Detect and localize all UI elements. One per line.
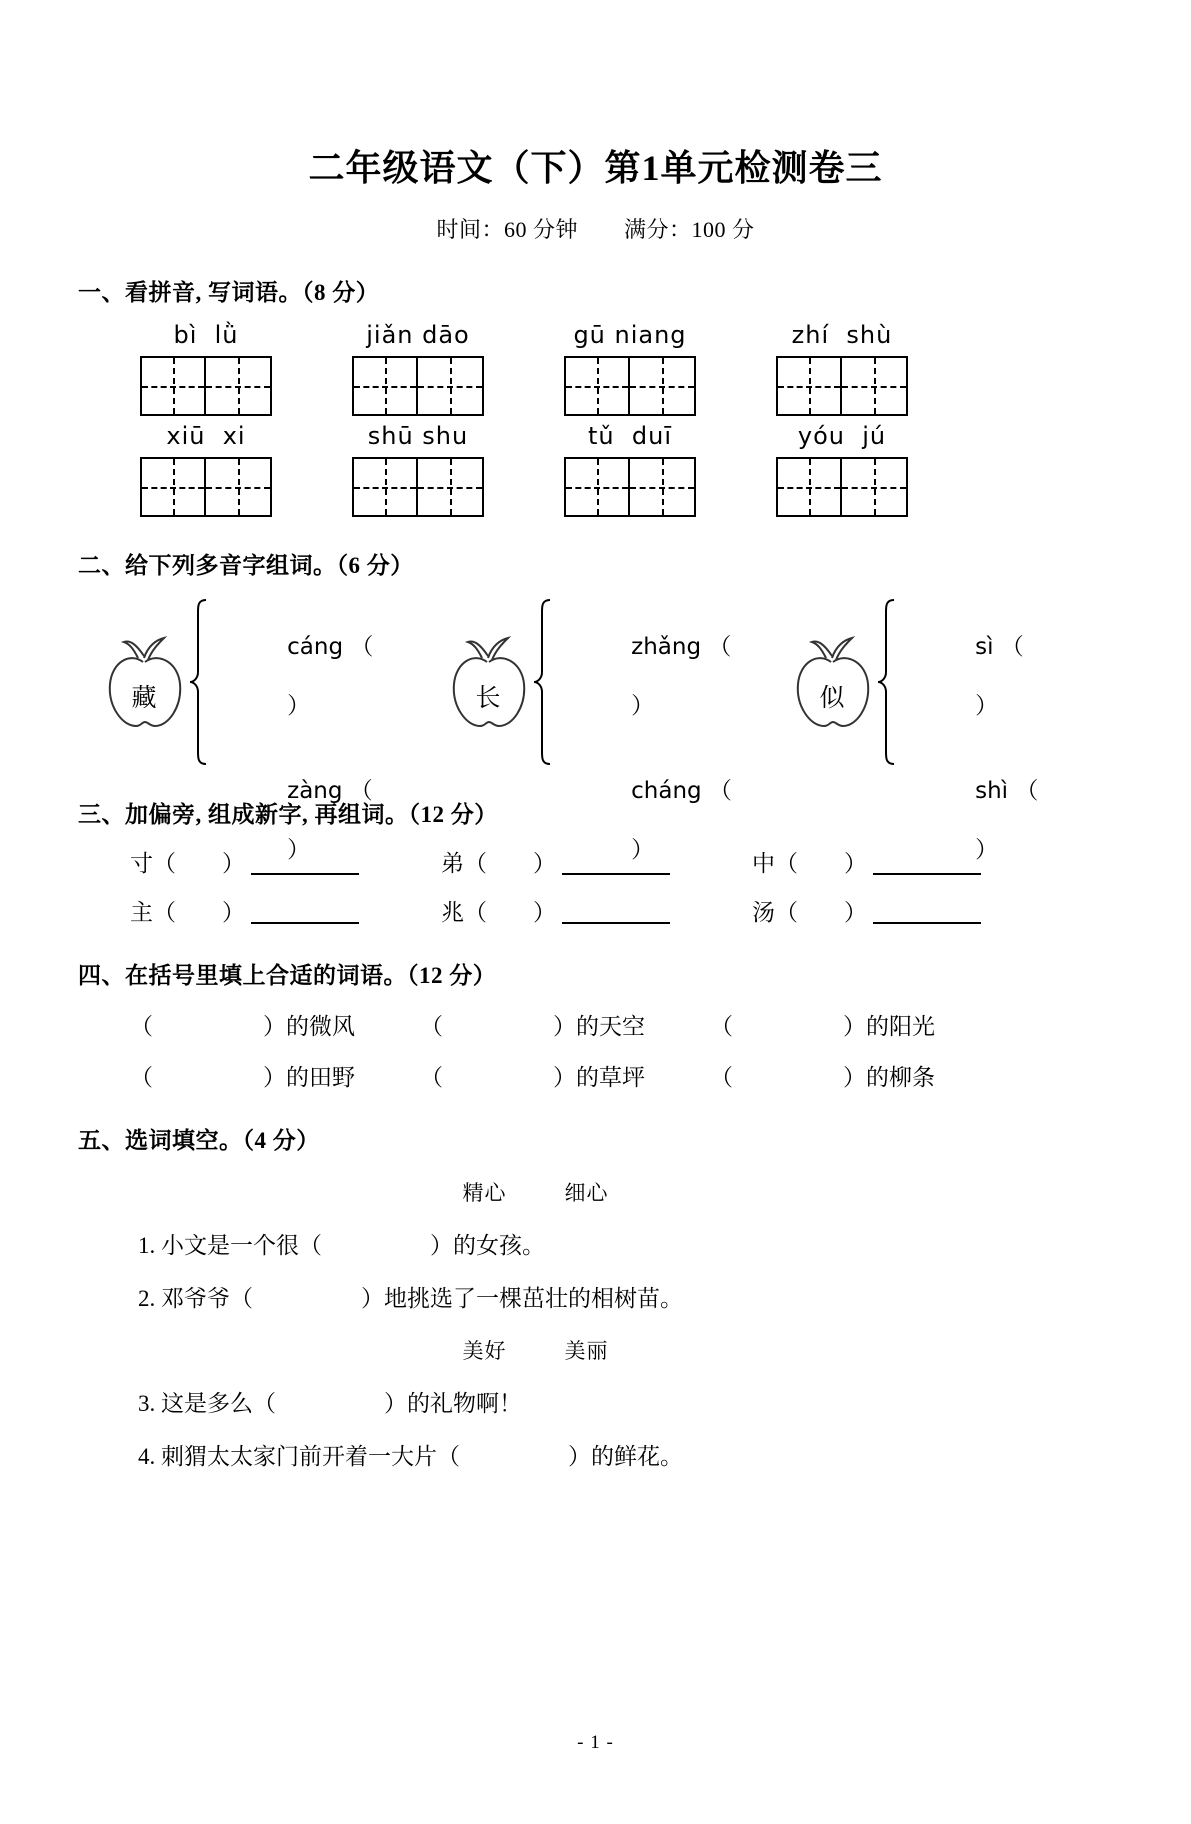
polyphone-readings (898, 598, 1079, 863)
close-paren: ） (975, 837, 999, 863)
polyphone-reading-top (558, 602, 732, 746)
collocation-noun: ）的天空 (553, 1014, 645, 1039)
apple-icon (96, 622, 192, 742)
sentence-prefix: 1. 小文是一个很（ (138, 1233, 322, 1258)
tianzige-grid[interactable] (564, 457, 696, 517)
radical-item (752, 894, 1063, 927)
sentence-prefix: 3. 这是多么（ (138, 1391, 276, 1416)
collocation-noun: ）的微风 (263, 1014, 355, 1039)
polyphone-readings (554, 598, 732, 863)
sentence-prefix: 4. 刺猬太太家门前开着一大片（ (138, 1444, 460, 1469)
polyphone-reading-top (214, 602, 379, 746)
polyphone-character: 藏 (131, 685, 157, 712)
tianzige-cell[interactable] (418, 358, 482, 414)
exam-page (0, 140, 1191, 1824)
exam-meta (0, 213, 1191, 244)
word-bank-option: 美好 (462, 1339, 507, 1363)
pinyin-item (100, 321, 312, 416)
sentence-item (0, 1385, 1191, 1418)
section-five-heading: 五、选词填空。（4 分） (78, 1128, 320, 1153)
close-paren: ） (287, 693, 311, 719)
pinyin-item (100, 422, 312, 517)
pinyin-label: tǔ duī (588, 422, 672, 450)
time-limit: 时间：60 分钟 (436, 217, 578, 242)
collocation-item (130, 1059, 420, 1092)
close-paren: ） (631, 693, 655, 719)
polyphone-character: 长 (475, 685, 501, 712)
sentence-item (0, 1438, 1191, 1471)
radical-prompt[interactable]: 汤（ ） (752, 900, 867, 925)
tianzige-cell[interactable] (842, 459, 906, 515)
collocation-noun: ）的阳光 (843, 1014, 935, 1039)
word-bank-one (0, 1177, 1191, 1207)
word-bank-option: 细心 (564, 1181, 609, 1205)
radical-item (130, 894, 441, 927)
tianzige-cell[interactable] (142, 358, 206, 414)
pinyin-label: jiǎn dāo (366, 321, 470, 349)
reading-pinyin: zhǎng （ (631, 634, 732, 660)
collocation-item (130, 1008, 420, 1041)
page-footer: - 1 - (577, 1732, 614, 1753)
open-paren: （ (420, 1014, 443, 1039)
reading-pinyin: shì （ (975, 778, 1039, 804)
tianzige-cell[interactable] (354, 459, 418, 515)
collocation-item (710, 1008, 1000, 1041)
sentence-item (0, 1227, 1191, 1260)
tianzige-grid[interactable] (776, 356, 908, 416)
brace-icon (188, 598, 210, 766)
radical-prompt[interactable]: 兆（ ） (441, 900, 556, 925)
collocation-noun: ）的田野 (263, 1065, 355, 1090)
pinyin-row (0, 422, 1191, 517)
pinyin-item (524, 422, 736, 517)
radical-prompt[interactable]: 寸（ ） (130, 851, 245, 876)
pinyin-item (736, 422, 948, 517)
radical-item (441, 894, 752, 927)
pinyin-label: zhí shù (791, 321, 893, 349)
apple-icon (784, 622, 880, 742)
collocation-row (0, 1008, 1191, 1041)
tianzige-cell[interactable] (206, 459, 270, 515)
section-one-heading: 一、看拼音, 写词语。（8 分） (78, 280, 380, 305)
word-blank-line[interactable] (251, 922, 359, 924)
tianzige-cell[interactable] (778, 358, 842, 414)
section-three-heading: 三、加偏旁, 组成新字, 再组词。（12 分） (78, 802, 498, 827)
radical-row (0, 894, 1191, 927)
tianzige-grid[interactable] (352, 356, 484, 416)
tianzige-cell[interactable] (566, 459, 630, 515)
polyphone-character: 似 (819, 685, 845, 712)
tianzige-cell[interactable] (842, 358, 906, 414)
collocation-item (420, 1008, 710, 1041)
collocation-item (710, 1059, 1000, 1092)
tianzige-grid[interactable] (140, 457, 272, 517)
word-bank-two (0, 1335, 1191, 1365)
pinyin-label: bì lǜ (173, 321, 239, 349)
open-paren: （ (710, 1065, 733, 1090)
sentence-suffix: ）的礼物啊！ (384, 1391, 522, 1416)
tianzige-cell[interactable] (630, 459, 694, 515)
tianzige-grid[interactable] (776, 457, 908, 517)
reading-pinyin: sì （ (975, 634, 1024, 660)
tianzige-cell[interactable] (142, 459, 206, 515)
radical-prompt[interactable]: 主（ ） (130, 900, 245, 925)
open-paren: （ (130, 1014, 153, 1039)
word-bank-option: 精心 (462, 1181, 507, 1205)
collocation-noun: ）的草坪 (553, 1065, 645, 1090)
close-paren: ） (631, 837, 655, 863)
close-paren: ） (975, 693, 999, 719)
sentence-suffix: ）的女孩。 (430, 1233, 545, 1258)
page-title: 二年级语文（下）第1单元检测卷三 (308, 148, 883, 188)
polyphone-group (784, 598, 1128, 863)
sentence-suffix: ）地挑选了一棵茁壮的相树苗。 (361, 1286, 683, 1311)
radical-prompt[interactable]: 中（ ） (752, 851, 867, 876)
apple-icon (440, 622, 536, 742)
section-four-heading: 四、在括号里填上合适的词语。（12 分） (78, 963, 497, 988)
brace-icon (532, 598, 554, 766)
reading-pinyin: cáng （ (287, 634, 374, 660)
tianzige-cell[interactable] (206, 358, 270, 414)
pinyin-writing-block (0, 321, 1191, 517)
total-score: 满分：100 分 (624, 217, 755, 242)
polyphone-reading-top (902, 602, 1079, 746)
collocation-row (0, 1059, 1191, 1092)
close-paren: ） (287, 837, 311, 863)
word-blank-line[interactable] (873, 922, 981, 924)
reading-pinyin: zàng （ (287, 778, 373, 804)
tianzige-cell[interactable] (778, 459, 842, 515)
tianzige-cell[interactable] (630, 358, 694, 414)
pinyin-label: shū shu (367, 422, 469, 450)
open-paren: （ (710, 1014, 733, 1039)
polyphone-group (440, 598, 784, 863)
open-paren: （ (130, 1065, 153, 1090)
reading-pinyin: cháng （ (631, 778, 732, 804)
pinyin-label: yóu jú (797, 422, 887, 450)
polyphone-reading-bottom (558, 746, 732, 890)
brace-icon (876, 598, 898, 766)
open-paren: （ (420, 1065, 443, 1090)
word-blank-line[interactable] (562, 922, 670, 924)
sentence-prefix: 2. 邓爷爷（ (138, 1286, 253, 1311)
pinyin-row (0, 321, 1191, 416)
section-two-heading: 二、给下列多音字组词。（6 分） (78, 553, 414, 578)
radical-prompt[interactable]: 弟（ ） (441, 851, 556, 876)
pinyin-item (524, 321, 736, 416)
collocation-noun: ）的柳条 (843, 1065, 935, 1090)
collocation-item (420, 1059, 710, 1092)
pinyin-item (312, 422, 524, 517)
sentence-suffix: ）的鲜花。 (568, 1444, 683, 1469)
pinyin-item (312, 321, 524, 416)
polyphone-reading-bottom (902, 746, 1079, 890)
pinyin-label: xiū xi (166, 422, 246, 450)
tianzige-cell[interactable] (566, 358, 630, 414)
tianzige-grid[interactable] (564, 356, 696, 416)
sentence-item (0, 1280, 1191, 1313)
pinyin-item (736, 321, 948, 416)
word-bank-option: 美丽 (564, 1339, 609, 1363)
tianzige-cell[interactable] (418, 459, 482, 515)
tianzige-cell[interactable] (354, 358, 418, 414)
polyphone-readings (210, 598, 379, 863)
pinyin-label: gū niang (573, 321, 687, 349)
polyphone-reading-bottom (214, 746, 379, 890)
tianzige-grid[interactable] (352, 457, 484, 517)
tianzige-grid[interactable] (140, 356, 272, 416)
